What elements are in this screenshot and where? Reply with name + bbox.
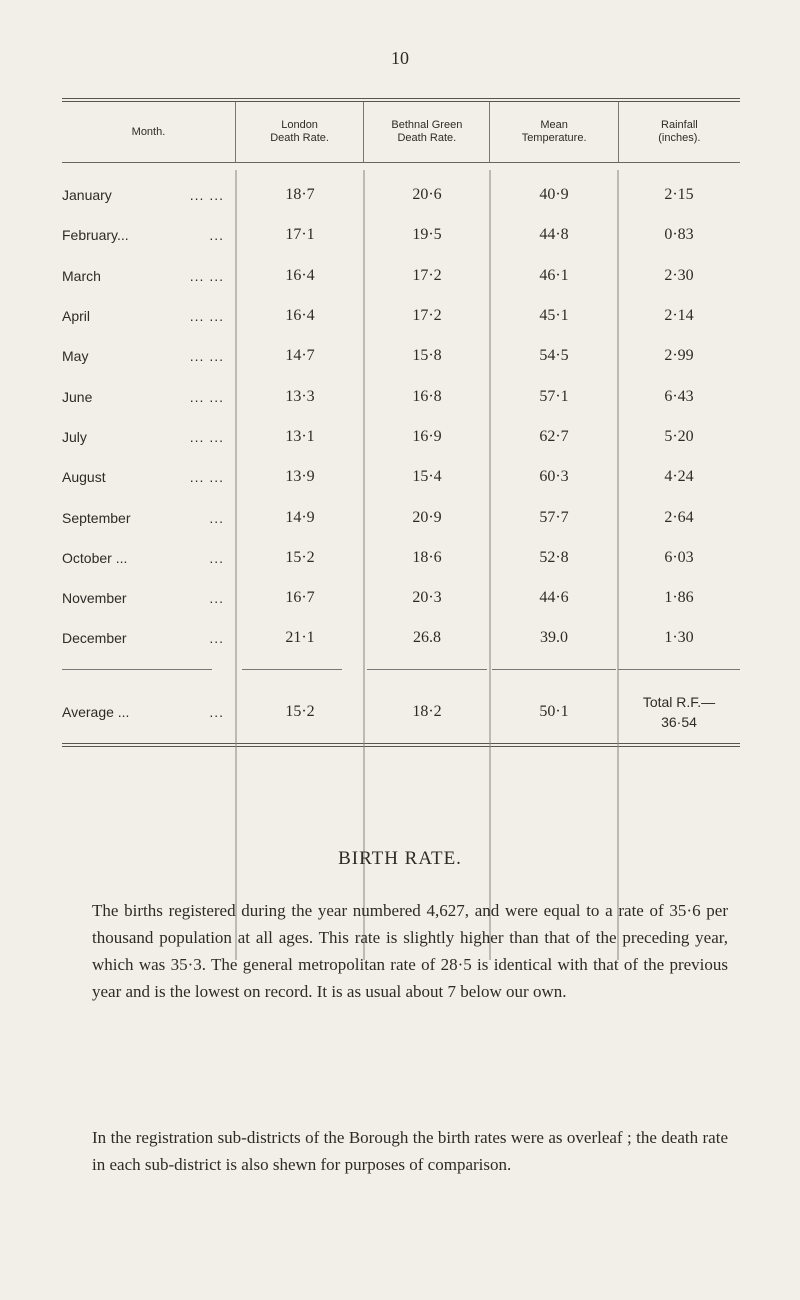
- mean-temperature: 40·9: [539, 186, 569, 204]
- separator-segment: [242, 669, 342, 670]
- table-row: [62, 497, 740, 537]
- month-name: October ...: [62, 549, 128, 566]
- month-cell: [62, 469, 236, 485]
- month-dots: ...: [209, 509, 224, 526]
- mean-temperature: 52·8: [539, 548, 569, 566]
- table-row: [62, 457, 740, 497]
- month-dots: ... ...: [189, 388, 224, 405]
- rainfall: 1·86: [664, 589, 694, 607]
- month-name: November: [62, 590, 127, 607]
- average-temperature: 50·1: [539, 702, 569, 720]
- bethnal-death-rate: 16·9: [412, 427, 442, 445]
- bethnal-death-rate: 20·9: [412, 508, 442, 526]
- month-cell: [62, 630, 236, 646]
- bethnal-death-rate: 18·6: [412, 548, 442, 566]
- london-death-rate: 16·7: [285, 589, 315, 607]
- london-death-rate: 21·1: [285, 629, 315, 647]
- month-cell: [62, 590, 236, 606]
- mean-temperature: 46·1: [539, 266, 569, 284]
- header-london-line1: London: [281, 119, 318, 131]
- header-rain-line1: Rainfall: [661, 119, 698, 131]
- statistics-table: [62, 98, 740, 747]
- month-dots: ... ...: [189, 428, 224, 445]
- month-cell: [62, 187, 236, 203]
- mean-temperature: 57·7: [539, 508, 569, 526]
- separator-segment: [367, 669, 487, 670]
- rainfall: 5·20: [664, 427, 694, 445]
- month-name: March: [62, 267, 101, 284]
- average-london: 15·2: [285, 702, 315, 720]
- header-rain-line2: (inches).: [658, 132, 701, 144]
- month-cell: [62, 389, 236, 405]
- month-name: January: [62, 187, 112, 204]
- rainfall: 2·99: [664, 347, 694, 365]
- rainfall: 6·03: [664, 548, 694, 566]
- month-dots: ...: [209, 590, 224, 607]
- bethnal-death-rate: 15·4: [412, 468, 442, 486]
- month-name: July: [62, 428, 87, 445]
- table-row: [62, 175, 740, 215]
- london-death-rate: 15·2: [285, 548, 315, 566]
- separator-segment: [62, 669, 212, 670]
- month-name: May: [62, 348, 89, 365]
- header-bethnal-line2: Death Rate.: [397, 132, 457, 144]
- average-label: [62, 704, 236, 720]
- mean-temperature: 57·1: [539, 387, 569, 405]
- bethnal-death-rate: 26.8: [413, 629, 441, 647]
- page-number: 10: [391, 48, 409, 68]
- average-bethnal: 18·2: [412, 702, 442, 720]
- header-temp-line1: Mean: [540, 119, 568, 131]
- london-death-rate: 18·7: [285, 186, 315, 204]
- separator-segment: [492, 669, 616, 670]
- london-death-rate: 13·3: [285, 387, 315, 405]
- bethnal-death-rate: 20·6: [412, 186, 442, 204]
- average-row: [62, 681, 740, 743]
- paragraph-sub-districts: In the registration sub-districts of the Borough the birth rates were as overleaf ; the death rate in each sub-district is also shewn for purposes of comparison.: [92, 1128, 728, 1174]
- average-label-text: Average ...: [62, 703, 130, 720]
- header-temperature: [489, 102, 617, 162]
- month-dots: ... ...: [189, 187, 224, 204]
- bethnal-death-rate: 17·2: [412, 266, 442, 284]
- london-death-rate: 13·1: [285, 427, 315, 445]
- header-month: Month.: [131, 125, 166, 138]
- bethnal-death-rate: 15·8: [412, 347, 442, 365]
- section-title: BIRTH RATE.: [338, 848, 462, 869]
- table-row: [62, 376, 740, 416]
- table-row: [62, 215, 740, 255]
- month-dots: ... ...: [189, 469, 224, 486]
- mean-temperature: 44·8: [539, 226, 569, 244]
- rainfall: 2·15: [664, 186, 694, 204]
- mean-temperature: 45·1: [539, 307, 569, 325]
- month-dots: ...: [209, 630, 224, 647]
- month-name: September: [62, 509, 131, 526]
- header-bethnal: [363, 102, 489, 162]
- total-rf-value: 36·54: [661, 713, 697, 730]
- month-cell: [62, 510, 236, 526]
- month-dots: ... ...: [189, 308, 224, 325]
- month-dots: ... ...: [189, 267, 224, 284]
- month-cell: [62, 429, 236, 445]
- month-name: December: [62, 630, 127, 647]
- average-rainfall-total: [618, 692, 740, 732]
- header-london: [235, 102, 363, 162]
- table-row: [62, 417, 740, 457]
- month-dots: ... ...: [189, 348, 224, 365]
- month-cell: [62, 348, 236, 364]
- separator-segment: [618, 669, 740, 670]
- bethnal-death-rate: 20·3: [412, 589, 442, 607]
- table-row: [62, 256, 740, 296]
- table-row: [62, 578, 740, 618]
- rainfall: 6·43: [664, 387, 694, 405]
- table-bottom-rule: [62, 743, 740, 747]
- london-death-rate: 13·9: [285, 468, 315, 486]
- total-rf-label: Total R.F.—: [642, 693, 716, 710]
- month-dots: ...: [209, 227, 224, 244]
- rainfall: 2·64: [664, 508, 694, 526]
- table-row: [62, 336, 740, 376]
- mean-temperature: 44·6: [539, 589, 569, 607]
- month-dots: ...: [209, 549, 224, 566]
- rainfall: 1·30: [664, 629, 694, 647]
- month-name: June: [62, 388, 93, 405]
- london-death-rate: 16·4: [285, 307, 315, 325]
- table-row: [62, 618, 740, 658]
- header-rainfall: [618, 102, 740, 162]
- rainfall: 2·30: [664, 266, 694, 284]
- london-death-rate: 14·7: [285, 347, 315, 365]
- table-body: [62, 163, 740, 659]
- month-name: August: [62, 469, 106, 486]
- table-row: [62, 296, 740, 336]
- london-death-rate: 16·4: [285, 266, 315, 284]
- rainfall: 0·83: [664, 226, 694, 244]
- header-temp-line2: Temperature.: [521, 132, 587, 144]
- month-cell: [62, 550, 236, 566]
- mean-temperature: 54·5: [539, 347, 569, 365]
- bethnal-death-rate: 19·5: [412, 226, 442, 244]
- header-london-line2: Death Rate.: [270, 132, 329, 144]
- table-header: [62, 102, 740, 163]
- header-bethnal-line1: Bethnal Green: [391, 119, 463, 131]
- rainfall: 4·24: [664, 468, 694, 486]
- london-death-rate: 14·9: [285, 508, 315, 526]
- month-cell: [62, 227, 236, 243]
- rainfall: 2·14: [664, 307, 694, 325]
- paragraph-birth-rate: The births registered during the year numbered 4,627, and were equal to a rate of 35·6 per thousand population at all ages. This rate is slightly higher than that of the preceding year, which was 35·3. The general metropolitan rate of 28·5 is identical with that of the previous year and is the lowest on record. It is as usual about 7 below our own.: [92, 901, 728, 1001]
- mean-temperature: 60·3: [539, 468, 569, 486]
- month-cell: [62, 268, 236, 284]
- bethnal-death-rate: 16·8: [412, 387, 442, 405]
- london-death-rate: 17·1: [285, 226, 315, 244]
- bethnal-death-rate: 17·2: [412, 307, 442, 325]
- table-row: [62, 538, 740, 578]
- mean-temperature: 62·7: [539, 427, 569, 445]
- average-separator: [62, 659, 740, 681]
- month-name: April: [62, 308, 91, 325]
- month-name: February...: [62, 227, 129, 244]
- month-cell: [62, 308, 236, 324]
- average-dots: ...: [209, 703, 224, 720]
- mean-temperature: 39.0: [540, 629, 568, 647]
